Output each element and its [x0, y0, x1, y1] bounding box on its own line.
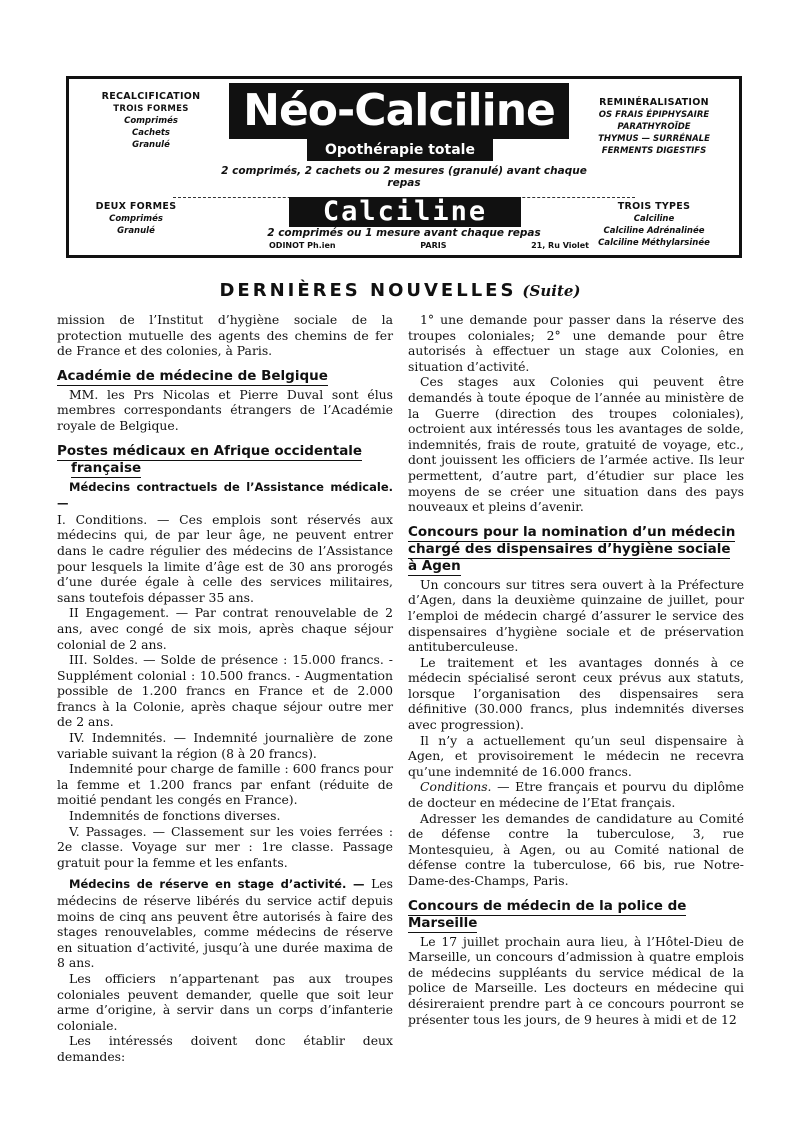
- paragraph: MM. les Prs Nicolas et Pierre Duval sont élus membres correspondants étrangers de l’Académie royale de Belgique.: [57, 386, 393, 433]
- ad-heading: DEUX FORMES: [95, 201, 177, 212]
- ad-item: PARATHYROÏDE: [617, 122, 691, 132]
- paragraph: Ces stages aux Colonies qui peuvent être demandés à toute époque de l’année au ministère de la Guerre (direction des troupes coloniales), octroient aux intéressés tous les avantages de solde, indemnités, frais de route, gratuité de voyage, etc., dont jouissent les officiers de l’armée active. Ils leur permettent, d’autre part, d’étudier sur place les moyens de se créer une situation dans des pays nouveaux et pleins d’avenir.: [408, 374, 744, 515]
- ad-item: Comprimés: [124, 116, 178, 126]
- ad-three-types-block: [579, 201, 729, 249]
- paragraph-text: Les médecins de réserve libérés du service actif depuis moins de cinq ans peuvent être autorisés à faire des stages renouvelables, comme médecins de réserve en situation d’activité, jusqu’à une durée maxima de 8 ans.: [57, 876, 393, 971]
- heading-text: française: [71, 459, 142, 476]
- headline-title: DERNIÈRES NOUVELLES: [219, 280, 517, 301]
- ad-address: 21, Ru Violet: [531, 241, 589, 250]
- paragraph: [408, 779, 744, 810]
- lead-in: Conditions.: [420, 779, 492, 795]
- paragraph: Les officiers n’appartenant pas aux troupes coloniales peuvent demander, quelle que soit leur arme d’origine, à servir dans un corps d’infanterie coloniale.: [57, 970, 393, 1033]
- ad-recalcification-block: [81, 91, 221, 151]
- paragraph: II Engagement. — Par contrat renouvelable de 2 ans, avec congé de six mois, après chaque séjour colonial de 2 ans.: [57, 605, 393, 652]
- ad-dosage-line: 2 comprimés ou 1 mesure avant chaque repas: [267, 227, 541, 239]
- paragraph: 1° une demande pour passer dans la réserve des troupes coloniales; 2° une demande pour être autorisés à effectuer un stage aux Colonies, en situation d’activité.: [408, 312, 744, 374]
- left-column: [57, 312, 393, 1065]
- ad-item: Granulé: [132, 140, 170, 150]
- ad-subheading: TROIS FORMES: [113, 104, 189, 114]
- ad-two-forms-block: [81, 201, 191, 237]
- headline-suite: (Suite): [522, 282, 581, 300]
- paragraph: [57, 479, 393, 512]
- section-heading: [408, 524, 744, 575]
- lead-in: Médecins contractuels de l’Assistance médicale. —: [57, 479, 393, 511]
- ad-remineralisation-block: [579, 97, 729, 157]
- heading-text: Concours pour la nomination d’un médecin chargé des dispensaires d’hygiène sociale à Agen: [408, 523, 736, 574]
- paragraph: V. Passages. — Classement sur les voies ferrées : 2e classe. Voyage sur mer : 1re classe. Passage gratuit pour la femme et les enfants.: [57, 823, 393, 870]
- ad-maker: ODINOT Ph.ien: [269, 241, 336, 250]
- brand-tagline: Opothérapie totale: [307, 139, 493, 161]
- ad-item: FERMENTS DIGESTIFS: [601, 146, 707, 156]
- ad-item: Cachets: [132, 128, 170, 138]
- paragraph: Les intéressés doivent donc établir deux demandes:: [57, 1033, 393, 1064]
- ad-city: PARIS: [420, 241, 447, 250]
- ad-dosage-line: 2 comprimés, 2 cachets ou 2 mesures (granulé) avant chaque repas: [221, 165, 587, 189]
- paragraph-text: — Etre français et pourvu du diplôme de docteur en médecine de l’Etat français.: [408, 779, 744, 811]
- paragraph: Il n’y a actuellement qu’un seul dispensaire à Agen, et provisoirement le médecin ne recevra qu’une indemnité de 16.000 francs.: [408, 732, 744, 779]
- paragraph: Adresser les demandes de candidature au Comité de défense contre la tuberculose, 3, rue Montesquieu, à Agen, ou au Comité national de défense contre la tuberculose, 66 bis, rue Notre-Dame-des-Champs, Paris.: [408, 810, 744, 888]
- ad-heading: TROIS TYPES: [617, 201, 691, 212]
- ad-item: THYMUS — SURRÉNALE: [598, 134, 710, 144]
- paragraph: Un concours sur titres sera ouvert à la Préfecture d’Agen, dans la deuxième quinzaine de juillet, pour l’emploi de médecin chargé d’assurer le service des dispensaires d’hygiène sociale et de préservation antituberculeuse.: [408, 576, 744, 655]
- paragraph: Indemnité pour charge de famille : 600 francs pour la femme et 1.200 francs par enfant (réduite de moitié pendant les congés en France).: [57, 761, 393, 808]
- brand-calciline: Calciline: [289, 197, 521, 227]
- brand-neo-calciline: Néo-Calciline: [229, 83, 569, 139]
- section-heading: [408, 898, 744, 932]
- section-headline: [60, 280, 740, 301]
- ad-item: Calciline: [633, 214, 675, 224]
- ad-item: Comprimés: [109, 214, 163, 224]
- section-heading: [57, 443, 393, 477]
- heading-text: Postes médicaux en Afrique occidentale: [57, 442, 363, 459]
- ad-heading: REMINÉRALISATION: [599, 97, 709, 108]
- ad-item: OS FRAIS ÉPIPHYSAIRE: [598, 110, 710, 120]
- paragraph: Indemnités de fonctions diverses.: [69, 808, 281, 824]
- paragraph: IV. Indemnités. — Indemnité journalière de zone variable suivant la région (8 à 20 francs).: [57, 730, 393, 761]
- paragraph: mission de l’Institut d’hygiène sociale de la protection mutuelle des agents des chemins de fer de France et des colonies, à Paris.: [57, 312, 393, 359]
- heading-text: Académie de médecine de Belgique: [57, 367, 328, 384]
- advertisement: [66, 76, 742, 258]
- ad-item: Calciline Méthylarsinée: [598, 238, 710, 248]
- ad-footer: [269, 241, 589, 250]
- section-heading: [57, 368, 393, 385]
- paragraph: Le traitement et les avantages donnés à ce médecin spécialisé seront ceux prévus aux statuts, lorsque l’organisation des dispensaires sera définitive (30.000 francs, plus indemnités diverses avec progression).: [408, 654, 744, 733]
- right-column: [408, 312, 744, 1027]
- paragraph: I. Conditions. — Ces emplois sont réservés aux médecins qui, de par leur âge, ne peuvent entrer dans le cadre régulier des médecins de l’Assistance pour lesquels la limite d’âge est de 30 ans prorogés d’une durée égale à celle des services militaires, sans toutefois dépasser 35 ans.: [57, 511, 393, 605]
- paragraph: [57, 876, 393, 971]
- paragraph: Le 17 juillet prochain aura lieu, à l’Hôtel-Dieu de Marseille, un concours d’admission à quatre emplois de médecins suppléants du service médical de la police de Marseille. Les docteurs en médecine qui désireraient prendre part à ce concours pourront se présenter tous les jours, de 9 heures à midi et de 12: [408, 933, 744, 1027]
- lead-in: Médecins de réserve en stage d’activité. —: [69, 877, 365, 892]
- heading-text: Concours de médecin de la police de Marseille: [408, 897, 687, 931]
- ad-item: Granulé: [117, 226, 155, 236]
- ad-item: Calciline Adrénalinée: [603, 226, 705, 236]
- ad-heading: RECALCIFICATION: [101, 91, 201, 102]
- paragraph: III. Soldes. — Solde de présence : 15.000 francs. - Supplément colonial : 10.500 francs. - Augmentation possible de 1.200 francs en France et de 2.000 francs à la Colonie, après chaque séjour outre mer de 2 ans.: [57, 652, 393, 730]
